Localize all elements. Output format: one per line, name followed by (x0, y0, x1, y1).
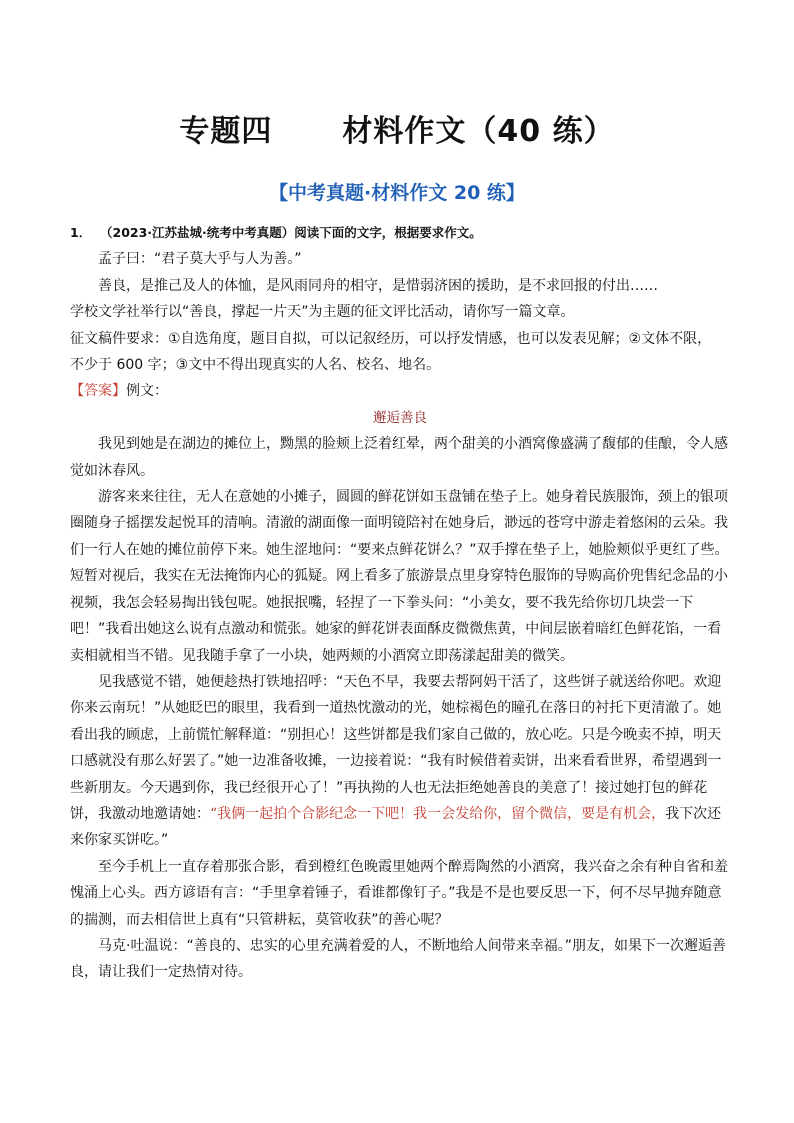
answer-header (70, 378, 730, 404)
page-title (0, 106, 794, 150)
question-requirements-2: 不少于 600 字；③文中不得出现真实的人名、校名、地名。 (70, 357, 441, 374)
section-heading: 【中考真题·材料作文 20 练】 (269, 182, 525, 204)
essay-paragraph-2: 游客来来往往，无人在意她的小摊子，圆圆的鲜花饼如玉盘铺在垫子上。她身着民族服饰，颈上的银项圈随身子摇摆发起悦耳的清响。清澈的湖面像一面明镜陪衬在她身后，渺远的苍穹中游走着悠闲的云朵。我们一行人在她的摊位前停下来。她生涩地问：“要来点鲜花饼么？”双手撑在垫子上，她脸颊似乎更红了些。短暂对视后，我实在无法掩饰内心的狐疑。网上看多了旅游景点里身穿特色服饰的导购高价兜售纪念品的小视频，我怎会轻易掏出钱包呢。她抿抿嘴，轻捏了一下拳头问：“小美女，要不我先给你切几块尝一下吧！”我看出她这么说有点激动和慌张。她家的鲜花饼表面酥皮微微焦黄，中间层嵌着暗红色鲜花馅，一看卖相就相当不错。见我随手拿了一小块，她两颊的小酒窝立即荡漾起甜美的微笑。 (70, 489, 729, 664)
question-prompt (70, 220, 730, 246)
essay-paragraph-5: 马克·吐温说：“善良的、忠实的心里充满着爱的人，不断地给人间带来幸福。”朋友，如果下一次邂逅善良，请让我们一定热情对待。 (70, 937, 726, 981)
essay-title: 邂逅善良 (373, 409, 427, 426)
essay-paragraph-3-part-b: 我下次还来你家买饼吃。” (70, 805, 722, 849)
title-subject: 材料作文（40 练） (342, 114, 615, 149)
question-activity: 学校文学社举行以“善良，撑起一片天”为主题的征文评比活动，请你写一篇文章。 (70, 304, 575, 321)
essay-paragraph-3 (70, 669, 730, 854)
essay-paragraph-4: 至今手机上一直存着那张合影，看到橙红色晚霞里她两个醉焉陶然的小酒窝，我兴奋之余有种自省和羞愧涌上心头。西方谚语有言：“手里拿着锤子，看谁都像钉子。”我是不是也要反思一下，何不尽早抛弃随意的揣测，而去相信世上真有“只管耕耘，莫管收获”的善心呢？ (70, 858, 728, 928)
title-topic: 专题四 (179, 114, 273, 149)
document-body (70, 220, 730, 986)
question-requirements-1: 征文稿件要求：①自选角度，题目自拟，可以记叙经历，可以抒发情感，也可以发表见解；②文体不限， (70, 330, 712, 347)
question-number: 1． (70, 225, 92, 240)
question-source: （2023·江苏盐城·统考中考真题）阅读下面的文字，根据要求作文。 (100, 225, 482, 240)
answer-tag: 【答案】 (70, 383, 126, 400)
essay-highlight-quote: “我俩一起拍个合影纪念一下吧！我一会发给你，留个微信，要是有机会， (210, 805, 666, 822)
essay-paragraph-3-part-a: 见我感觉不错，她便趁热打铁地招呼：“天色不早，我要去帮阿妈干活了，这些饼子就送给你吧。欢迎你来云南玩！”从她眨巴的眼里，我看到一道热忱激动的光，她棕褐色的瞳孔在落日的衬托下更清澈了。她看出我的顾虑，上前慌忙解释道：“别担心！这些饼都是我们家自己做的，放心吃。只是今晚卖不掉，明天口感就没有那么好罢了。”她一边准备收摊，一边接着说：“我有时候借着卖饼，出来看看世界，希望遇到一些新朋友。今天遇到你，我已经很开心了！”再执拗的人也无法拒绝她善良的美意了！接过她打包的鲜花饼，我激动地邀请她： (70, 673, 722, 822)
question-description: 善良，是推己及人的体恤，是风雨同舟的相守，是惜弱济困的援助，是不求回报的付出…… (98, 277, 658, 294)
essay-paragraph-1: 我见到她是在湖边的摊位上，黝黑的脸颊上泛着红晕，两个甜美的小酒窝像盛满了馥郁的佳酿，令人感觉如沐春风。 (70, 436, 728, 479)
answer-label: 例文： (126, 383, 168, 400)
question-quote: 孟子曰：“君子莫大乎与人为善。” (98, 251, 302, 268)
